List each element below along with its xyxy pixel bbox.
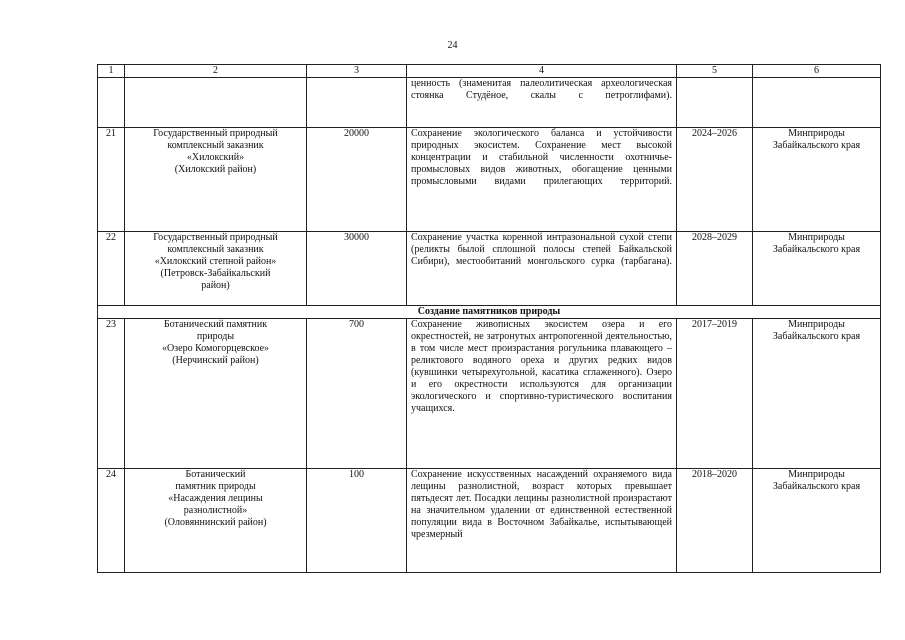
object-goal: Сохранение участка коренной интразональной сухой степи (реликты былой сплошной полосы степей Байкальской Сибири), местообитаний монгольского сурка (тарбагана).: [407, 232, 677, 306]
row-number: 22: [98, 232, 125, 306]
row-number: 21: [98, 128, 125, 232]
table-row: [98, 128, 881, 232]
object-area: 700: [307, 319, 407, 469]
object-name: Государственный природный комплексный заказник «Хилокский» (Хилокский район): [125, 128, 307, 232]
object-area: 20000: [307, 128, 407, 232]
object-goal: Сохранение экологического баланса и устойчивости природных экосистем. Сохранение мест высокой концентрации и стабильной численности охотничье-промысловых видов животных, обогащение ценными промысловыми видами прилегающих территорий.: [407, 128, 677, 232]
object-period: 2028–2029: [677, 232, 753, 306]
goal-cell: ценность (знаменитая палеолитическая археологическая стоянка Студёное, скалы с петроглифами).: [407, 78, 677, 128]
section-row: [98, 306, 881, 319]
name-cell: [125, 78, 307, 128]
section-title: Создание памятников природы: [98, 306, 881, 319]
object-name: Ботанический памятник природы «Насаждения лещины разнолистной» (Оловяннинский район): [125, 469, 307, 573]
column-number-cell: 6: [753, 65, 881, 78]
responsible-agency: Минприроды Забайкальского края: [753, 469, 881, 573]
table-row: [98, 232, 881, 306]
page-number: 24: [447, 40, 458, 51]
area-cell: [307, 78, 407, 128]
period-cell: [677, 78, 753, 128]
column-number-row: [98, 65, 881, 78]
continuation-row: [98, 78, 881, 128]
num-cell: [98, 78, 125, 128]
table-row: [98, 469, 881, 573]
responsible-agency: Минприроды Забайкальского края: [753, 128, 881, 232]
responsible-agency: Минприроды Забайкальского края: [753, 232, 881, 306]
object-area: 30000: [307, 232, 407, 306]
responsible-cell: [753, 78, 881, 128]
program-table: [97, 64, 881, 573]
object-name: Ботанический памятник природы «Озеро Комогорцевское» (Нерчинский район): [125, 319, 307, 469]
object-name: Государственный природный комплексный заказник «Хилокский степной район» (Петровск-Забайкальский район): [125, 232, 307, 306]
table-row: [98, 319, 881, 469]
object-period: 2024–2026: [677, 128, 753, 232]
row-number: 24: [98, 469, 125, 573]
object-period: 2018–2020: [677, 469, 753, 573]
column-number-cell: 5: [677, 65, 753, 78]
row-number: 23: [98, 319, 125, 469]
responsible-agency: Минприроды Забайкальского края: [753, 319, 881, 469]
column-number-cell: 4: [407, 65, 677, 78]
column-number-cell: 3: [307, 65, 407, 78]
column-number-cell: 2: [125, 65, 307, 78]
object-goal: Сохранение живописных экосистем озера и его окрестностей, не затронутых антропогенной деятельностью, в том числе мест произрастания рогульника плавающего – реликтового водяного ореха и других редких видов (кувшинки четырехугольной, касатика сглаженного). Озеро и его окрестности используются для организации экологического и спортивно-туристического воспитания учащихся.: [407, 319, 677, 469]
column-number-cell: 1: [98, 65, 125, 78]
object-area: 100: [307, 469, 407, 573]
object-goal: Сохранение искусственных насаждений охраняемого вида лещины разнолистной, возраст которых превышает пятьдесят лет. Посадки лещины разнолистной произрастают на значительном удалении от единственной естественной популяции вида в Восточном Забайкалье, испытывающей чрезмерный: [407, 469, 677, 573]
object-period: 2017–2019: [677, 319, 753, 469]
